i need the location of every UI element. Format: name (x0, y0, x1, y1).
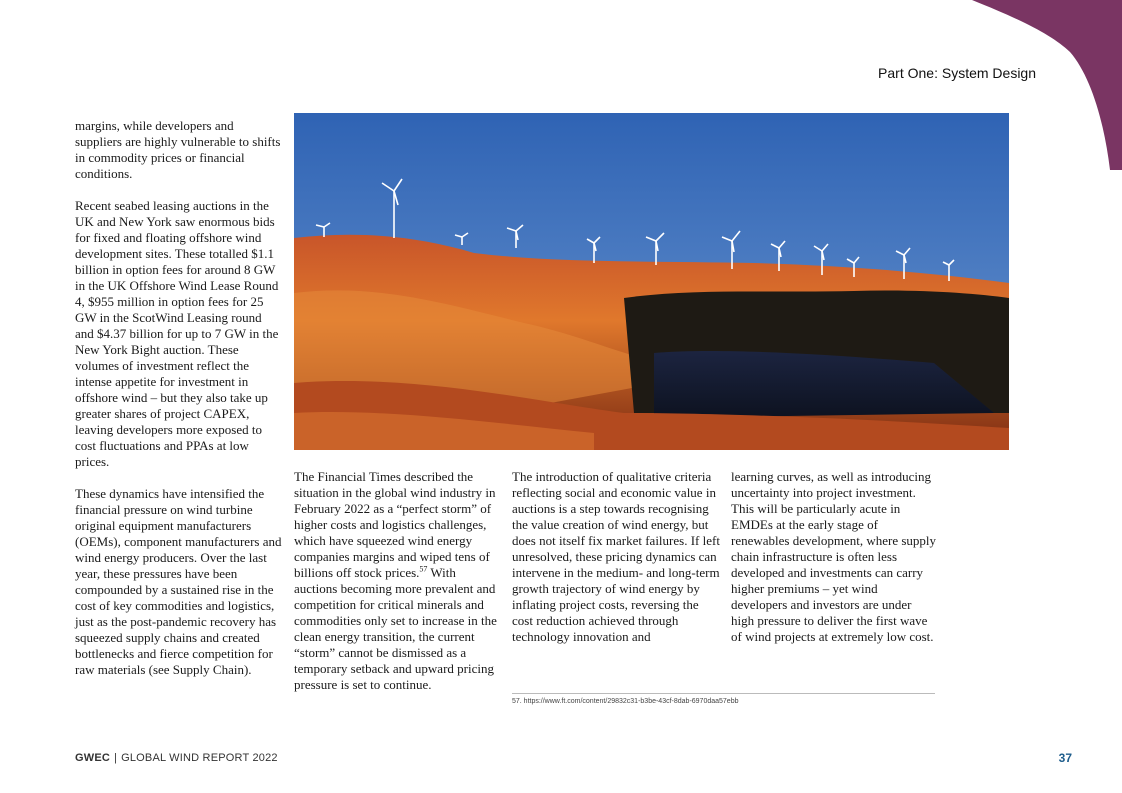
paragraph: margins, while developers and suppliers are highly vulnerable to shifts in commodity prices or financial conditions. (75, 118, 281, 181)
text-column-3 (512, 469, 720, 661)
wind-farm-landscape-photo (294, 113, 1009, 450)
paragraph: Recent seabed leasing auctions in the UK and New York saw enormous bids for fixed and floating offshore wind development sites. These totalled $1.1 billion in option fees for around 8 GW in the UK Offshore Wind Lease Round 4, $955 million in option fees for 25 GW in the ScotWind Leasing round and $4.37 billion for up to 7 GW in the New York Bight auction. These volumes of investment reflect the intense appetite for investment in offshore wind – but they also take up greater shares of project CAPEX, leaving developers more exposed to cost fluctuations and PPAs at low prices. (75, 198, 279, 469)
paragraph-text: The Financial Times described the situation in the global wind industry in February 2022 as a “perfect storm” of higher costs and logistics challenges, which have squeezed wind energy companies margins and wiped tens of billions off stock prices. (294, 469, 496, 580)
page-footer (75, 752, 278, 764)
footnote-reference[interactable]: 57 (419, 564, 428, 574)
footnote[interactable]: 57. https://www.ft.com/content/29832c31-b3be-43cf-8dab-6970daa57ebb (512, 698, 739, 705)
footnote-divider (512, 693, 935, 694)
paragraph: learning curves, as well as introducing uncertainty into project investment. This will be particularly acute in EMDEs at the early stage of renewables development, where supply chain infrastructure is often less developed and investments can carry higher premiums – yet wind developers and investors are under high pressure to deliver the first wave of wind projects at extremely low cost. (731, 469, 937, 644)
paragraph: The introduction of qualitative criteria reflecting social and economic value in auctions is a step towards recognising the value creation of wind energy, but does not itself fix market failures. If left unresolved, these pricing dynamics can intervene in the medium- and long-term growth trajectory of wind energy by inflating project costs, reversing the cost reduction achieved through technology innovation and (512, 469, 720, 644)
footer-separator: | (114, 752, 118, 764)
footer-brand: GWEC (75, 752, 111, 764)
text-column-4 (731, 469, 937, 661)
section-title: Part One: System Design (878, 65, 1036, 81)
paragraph: These dynamics have intensified the financial pressure on wind turbine original equipment manufacturers (OEMs), component manufacturers and wind energy producers. Over the last year, these pressures have been compounded by a sustained rise in the cost of key commodities and logistics, just as the post-pandemic recovery has squeezed supply chains and created bottlenecks and fierce competition for raw materials (see Supply Chain). (75, 486, 282, 677)
text-column-1 (75, 118, 283, 694)
paragraph (294, 469, 500, 693)
text-column-2 (294, 469, 500, 709)
paragraph-text: With auctions becoming more prevalent and competition for critical minerals and commodities only set to increase in the clean energy transition, the current “storm” cannot be dismissed as a temporary setback and upward pricing pressure is set to continue. (294, 565, 497, 692)
footer-report-title: GLOBAL WIND REPORT 2022 (121, 752, 278, 764)
page-number: 37 (1058, 751, 1072, 765)
